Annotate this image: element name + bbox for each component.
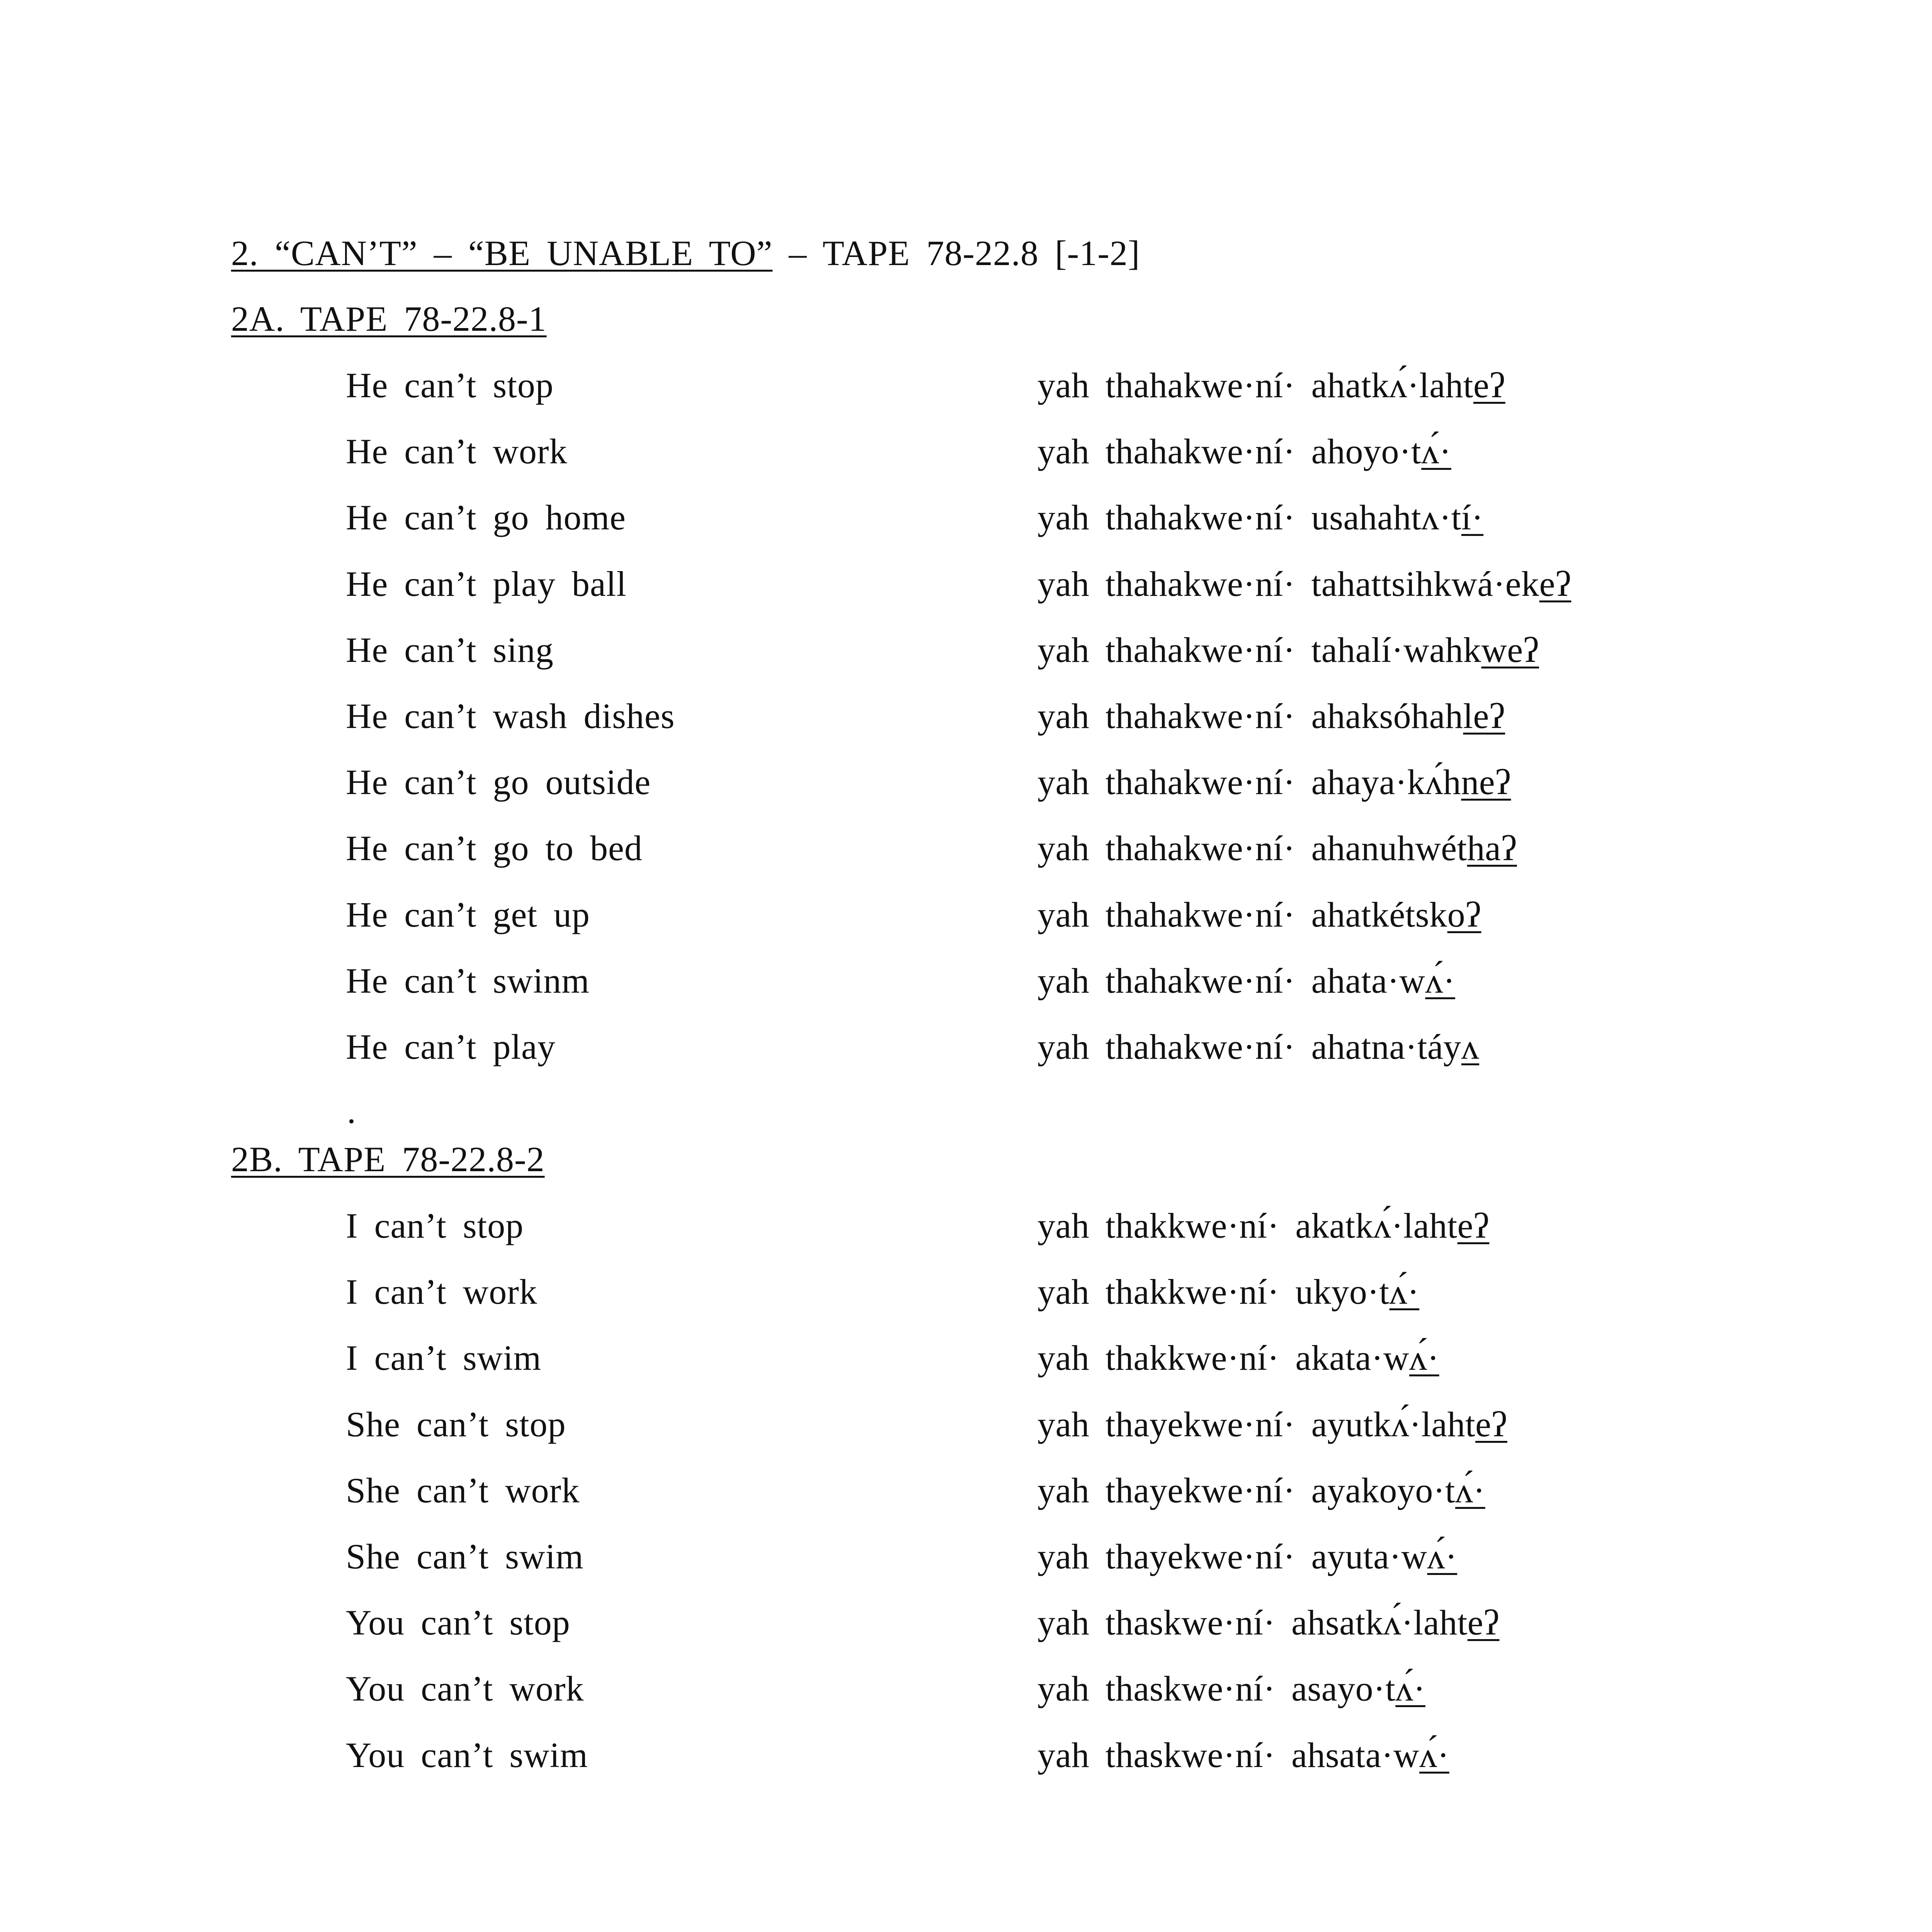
english-phrase: You can’t stop	[346, 1603, 570, 1643]
translation-row	[0, 1535, 1932, 1578]
english-phrase: She can’t work	[346, 1470, 580, 1510]
mohawk-phrase-main: yah thahakwe·ní· ahanuhwét	[1037, 828, 1467, 868]
mohawk-phrase-underlined-ending: ʌ́·	[1419, 1735, 1449, 1775]
english-phrase: I can’t swim	[346, 1338, 542, 1378]
mohawk-phrase	[1037, 827, 1517, 869]
mohawk-phrase-main: yah thakkwe·ní· akata·w	[1037, 1338, 1409, 1378]
mohawk-phrase-underlined-ending: ʌ́·	[1409, 1338, 1439, 1378]
mohawk-phrase-main: yah thaskwe·ní· asayo·t	[1037, 1669, 1396, 1709]
page-title	[231, 232, 1140, 274]
mohawk-phrase-underlined-ending: í·	[1461, 498, 1484, 537]
translation-row	[0, 430, 1932, 473]
mohawk-phrase	[1037, 1535, 1457, 1578]
english-phrase: He can’t play	[346, 1027, 556, 1066]
english-phrase: She can’t swim	[346, 1537, 584, 1576]
mohawk-phrase-main: yah thaskwe·ní· ahsatkʌ́·laht	[1037, 1603, 1468, 1643]
trailing-mark: .	[347, 1091, 356, 1131]
translation-row	[0, 1026, 1932, 1068]
mohawk-phrase	[1037, 761, 1511, 803]
english-phrase: He can’t go to bed	[346, 828, 643, 868]
translation-row	[0, 959, 1932, 1002]
mohawk-phrase	[1037, 1204, 1489, 1247]
mohawk-phrase-main: yah thahakwe·ní· ahatkʌ́·laht	[1037, 366, 1473, 405]
mohawk-phrase-main: yah thakkwe·ní· ukyo·t	[1037, 1272, 1389, 1312]
mohawk-phrase	[1037, 496, 1483, 539]
english-phrase: He can’t go home	[346, 498, 626, 537]
mohawk-phrase-underlined-ending: eʔ	[1475, 1404, 1507, 1444]
mohawk-phrase-main: yah thahakwe·ní· ahoyo·t	[1037, 432, 1422, 471]
mohawk-phrase-underlined-ending: ʌ́·	[1421, 432, 1451, 471]
translation-row	[0, 1337, 1932, 1379]
mohawk-phrase-underlined-ending: leʔ	[1463, 696, 1505, 736]
mohawk-phrase-main: yah thahakwe·ní· ahatkétsk	[1037, 895, 1447, 934]
section-a-heading-text: 2A. TAPE 78-22.8-1	[231, 299, 547, 338]
english-phrase: You can’t swim	[346, 1735, 588, 1775]
mohawk-phrase	[1037, 563, 1571, 605]
mohawk-phrase-underlined-ending: eʔ	[1473, 366, 1505, 405]
mohawk-phrase	[1037, 430, 1451, 473]
mohawk-phrase-underlined-ending: ʌ́·	[1455, 1470, 1485, 1510]
mohawk-phrase-main: yah thahakwe·ní· tahalí·wahk	[1037, 630, 1481, 670]
translation-row	[0, 827, 1932, 869]
english-phrase: He can’t swinm	[346, 961, 590, 1000]
page-title-rest: – TAPE 78-22.8 [-1-2]	[772, 233, 1140, 273]
mohawk-phrase	[1037, 1667, 1425, 1710]
mohawk-phrase-underlined-ending: haʔ	[1467, 828, 1517, 868]
mohawk-phrase-underlined-ending: ʌ́·	[1389, 1272, 1420, 1312]
mohawk-phrase-underlined-ending: neʔ	[1461, 762, 1511, 802]
mohawk-phrase	[1037, 1337, 1439, 1379]
translation-row	[0, 496, 1932, 539]
mohawk-phrase-underlined-ending: eʔ	[1467, 1603, 1500, 1643]
english-phrase: I can’t stop	[346, 1206, 524, 1245]
mohawk-phrase	[1037, 629, 1539, 671]
english-phrase: He can’t play ball	[346, 564, 627, 604]
english-phrase: He can’t go outside	[346, 762, 651, 802]
english-phrase: He can’t sing	[346, 630, 554, 670]
translation-row	[0, 1204, 1932, 1247]
mohawk-phrase-main: yah thakkwe·ní· akatkʌ́·laht	[1037, 1206, 1458, 1245]
mohawk-phrase	[1037, 1734, 1449, 1776]
section-b-heading-text: 2B. TAPE 78-22.8-2	[231, 1139, 545, 1179]
mohawk-phrase-main: yah thahakwe·ní· ahata·w	[1037, 961, 1425, 1000]
english-phrase: She can’t stop	[346, 1404, 566, 1444]
translation-row	[0, 1469, 1932, 1512]
mohawk-phrase-underlined-ending: ʌ́·	[1427, 1537, 1458, 1576]
translation-row	[0, 364, 1932, 406]
mohawk-phrase-main: yah thayekwe·ní· ayutkʌ́·laht	[1037, 1404, 1476, 1444]
english-phrase: You can’t work	[346, 1669, 584, 1709]
mohawk-phrase	[1037, 1270, 1419, 1313]
mohawk-phrase-main: yah thahakwe·ní· ahaksóhah	[1037, 696, 1463, 736]
english-phrase: He can’t work	[346, 432, 568, 471]
section-a-heading	[231, 298, 547, 340]
english-phrase: He can’t stop	[346, 366, 554, 405]
english-phrase: He can’t get up	[346, 895, 590, 934]
mohawk-phrase-underlined-ending: ʌ́·	[1395, 1669, 1425, 1709]
mohawk-phrase-main: yah thayekwe·ní· ayakoyo·t	[1037, 1470, 1456, 1510]
mohawk-phrase	[1037, 364, 1505, 406]
translation-row	[0, 761, 1932, 803]
page-title-underlined: 2. “CAN’T” – “BE UNABLE TO”	[231, 233, 773, 273]
english-phrase: He can’t wash dishes	[346, 696, 675, 736]
mohawk-phrase-underlined-ending: weʔ	[1481, 630, 1539, 670]
section-b-heading	[231, 1138, 545, 1180]
mohawk-phrase-underlined-ending: oʔ	[1447, 895, 1481, 934]
mohawk-phrase-underlined-ending: ʌ́·	[1425, 961, 1455, 1000]
mohawk-phrase	[1037, 893, 1481, 936]
mohawk-phrase-main: yah thaskwe·ní· ahsata·w	[1037, 1735, 1420, 1775]
translation-row	[0, 1667, 1932, 1710]
translation-row	[0, 1403, 1932, 1446]
mohawk-phrase	[1037, 959, 1455, 1002]
translation-row	[0, 563, 1932, 605]
mohawk-phrase-main: yah thahakwe·ní· tahattsihkwá·ek	[1037, 564, 1539, 604]
mohawk-phrase	[1037, 1469, 1485, 1512]
translation-row	[0, 893, 1932, 936]
translation-row	[0, 695, 1932, 737]
translation-row	[0, 1734, 1932, 1776]
mohawk-phrase	[1037, 1601, 1499, 1644]
translation-row	[0, 629, 1932, 671]
mohawk-phrase-main: yah thayekwe·ní· ayuta·w	[1037, 1537, 1427, 1576]
mohawk-phrase-underlined-ending: eʔ	[1457, 1206, 1490, 1245]
mohawk-phrase-main: yah thahakwe·ní· usahahtʌ·t	[1037, 498, 1461, 537]
translation-row	[0, 1270, 1932, 1313]
mohawk-phrase	[1037, 695, 1505, 737]
mohawk-phrase-underlined-ending: ʌ	[1461, 1027, 1480, 1066]
mohawk-phrase	[1037, 1403, 1507, 1446]
mohawk-phrase-main: yah thahakwe·ní· ahatna·táy	[1037, 1027, 1461, 1066]
english-phrase: I can’t work	[346, 1272, 537, 1312]
translation-row	[0, 1601, 1932, 1644]
mohawk-phrase-underlined-ending: eʔ	[1539, 564, 1571, 604]
mohawk-phrase-main: yah thahakwe·ní· ahaya·kʌ́h	[1037, 762, 1461, 802]
mohawk-phrase	[1037, 1026, 1479, 1068]
